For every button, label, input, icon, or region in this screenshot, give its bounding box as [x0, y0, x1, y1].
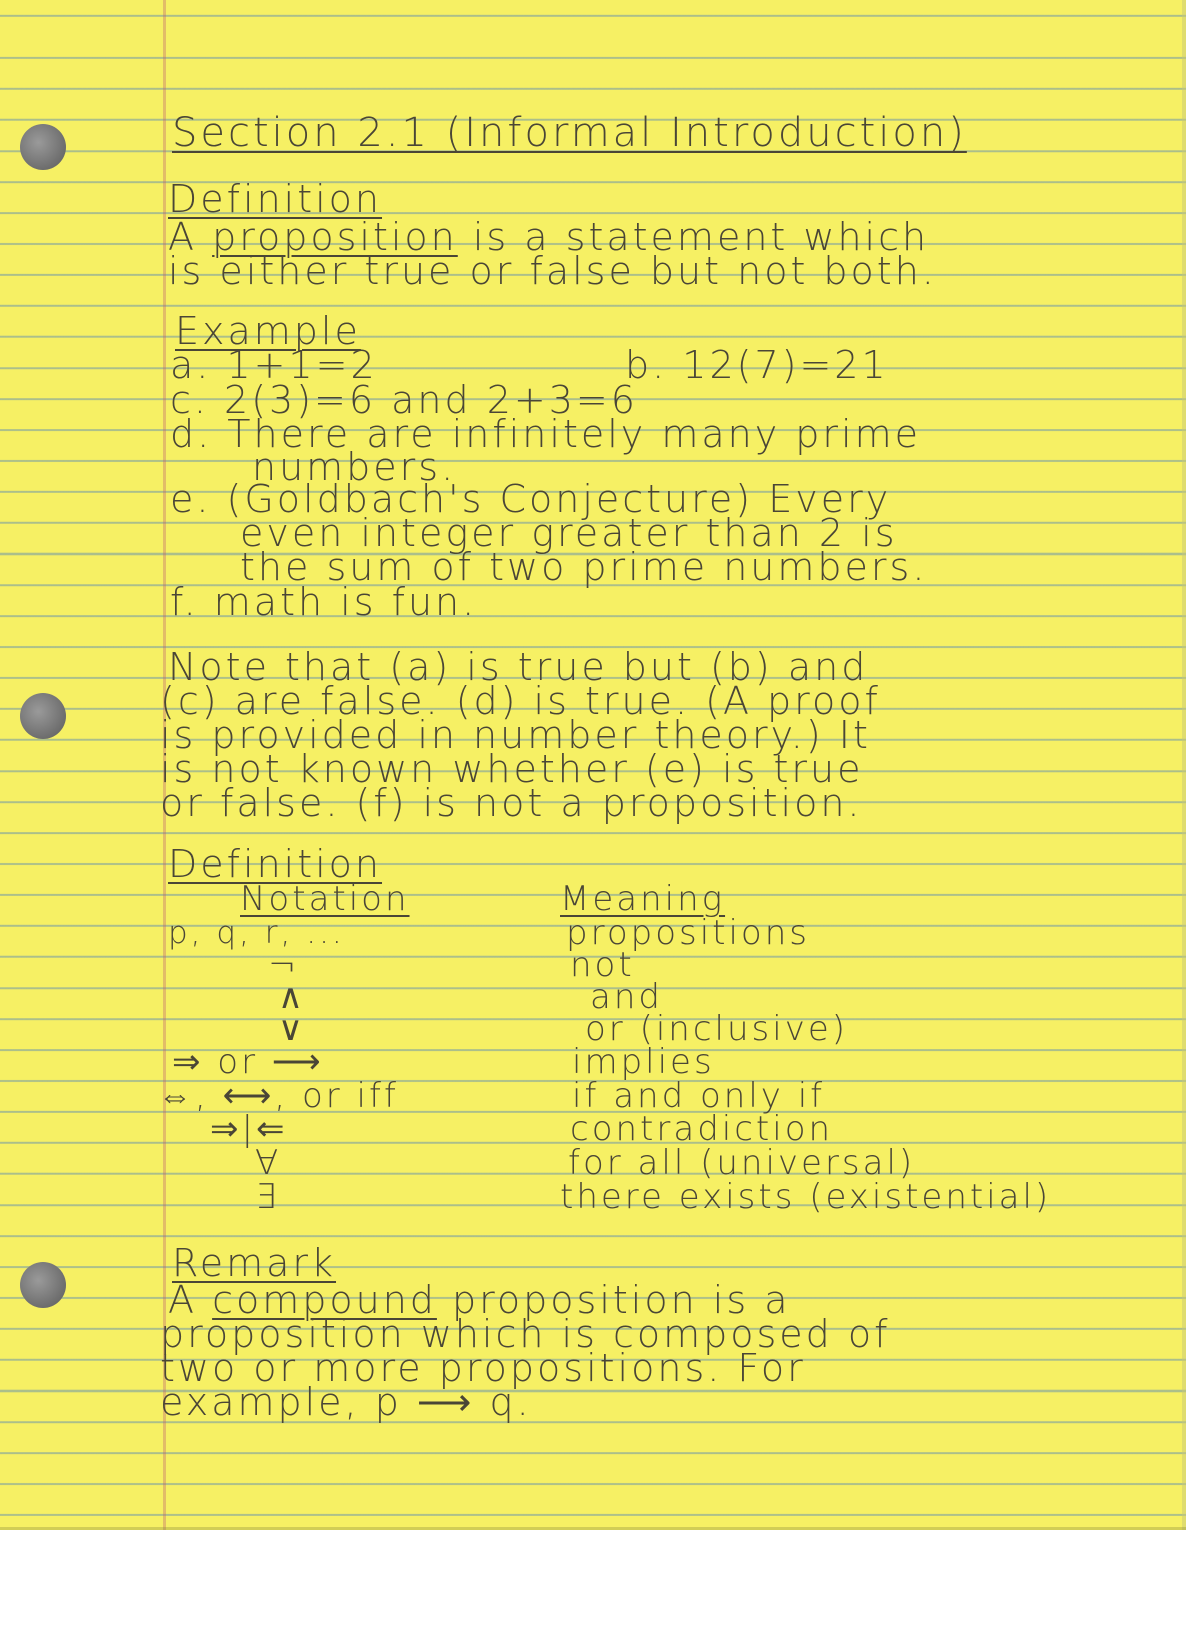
remark-rest: proposition is a	[452, 1278, 791, 1322]
notation-for-all: ∀	[255, 1143, 282, 1183]
note-line-3: is provided in number theory.) It	[160, 713, 871, 757]
example-c: c. 2(3)=6 and 2+3=6	[170, 378, 638, 422]
meaning-and: and	[590, 977, 663, 1017]
notation-there-exists: ∃	[255, 1177, 280, 1217]
example-heading: Example	[175, 309, 361, 353]
section-title: Section 2.1 (Informal Introduction)	[172, 110, 967, 156]
meaning-not: not	[570, 945, 635, 985]
meaning-for-all: for all (universal)	[568, 1143, 916, 1183]
meaning-there-exists: there exists (existential)	[560, 1177, 1052, 1217]
notation-propositions: p, q, r, ...	[168, 915, 345, 951]
notation-or: ∨	[278, 1009, 306, 1049]
meaning-propositions: propositions	[566, 913, 811, 953]
definition-rest: is a statement which	[472, 215, 930, 259]
example-d-line-1: d. There are infinitely many prime	[170, 412, 922, 456]
remark-line-3: two or more propositions. For	[160, 1346, 806, 1390]
remark-line-4: example, p ⟶ q.	[160, 1380, 532, 1424]
example-e-line-2: even integer greater than 2 is	[240, 511, 898, 555]
note-line-2: (c) are false. (d) is true. (A proof	[160, 679, 881, 723]
note-line-4: is not known whether (e) is true	[160, 747, 864, 791]
example-e-line-3: the sum of two prime numbers.	[240, 545, 928, 589]
meaning-or: or (inclusive)	[585, 1009, 848, 1049]
notation-definition-heading: Definition	[168, 842, 383, 886]
note-line-5: or false. (f) is not a proposition.	[160, 781, 863, 825]
definition-prefix: A	[168, 215, 197, 259]
notation-column-header: Notation	[240, 879, 410, 919]
binder-hole-middle	[20, 693, 66, 739]
binder-hole-bottom	[20, 1262, 66, 1308]
remark-prefix: A	[168, 1278, 197, 1322]
example-d-line-2: numbers.	[252, 445, 457, 489]
meaning-implies: implies	[572, 1042, 715, 1082]
example-f: f. math is fun.	[170, 580, 478, 624]
notation-not: ¬	[268, 945, 300, 985]
definition-term: proposition	[212, 215, 458, 259]
notation-iff: ⇔, ⟷, or iff	[158, 1076, 399, 1116]
example-b: b. 12(7)=21	[625, 343, 889, 387]
example-e-line-1: e. (Goldbach's Conjecture) Every	[170, 477, 892, 521]
meaning-iff: if and only if	[572, 1076, 826, 1116]
definition-heading: Definition	[168, 177, 383, 221]
notation-and: ∧	[278, 977, 306, 1017]
remark-line-2: proposition which is composed of	[160, 1312, 891, 1356]
remark-heading: Remark	[172, 1241, 337, 1285]
notation-contradiction: ⇒|⇐	[210, 1109, 288, 1149]
remark-term: compound	[212, 1278, 437, 1322]
binder-hole-top	[20, 124, 66, 170]
example-a: a. 1+1=2	[170, 343, 378, 387]
definition-line-2: is either true or false but not both.	[168, 249, 937, 293]
meaning-contradiction: contradiction	[570, 1109, 834, 1149]
note-line-1: Note that (a) is true but (b) and	[168, 645, 869, 689]
notation-implies: ⇒ or ⟶	[172, 1042, 324, 1082]
meaning-column-header: Meaning	[560, 879, 726, 919]
